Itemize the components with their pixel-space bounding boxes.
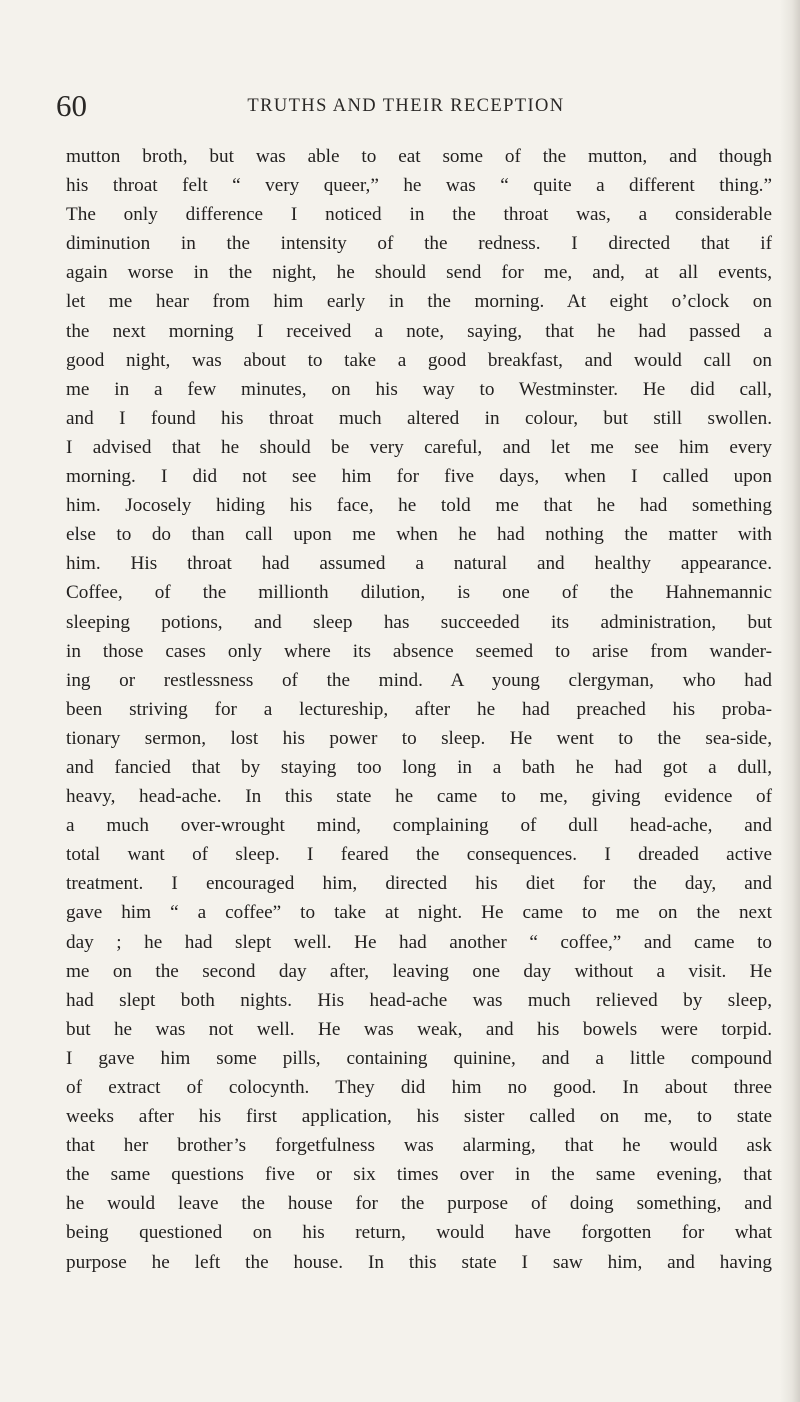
text-line: let me hear from him early in the morning. At eight o’clock on bbox=[66, 291, 772, 313]
text-line: had slept both nights. His head-ache was much relieved by sleep, bbox=[66, 989, 772, 1011]
body-text bbox=[66, 142, 772, 1277]
text-line: I gave him some pills, containing quinine, and a little compound bbox=[66, 1047, 772, 1069]
text-line: his throat felt “ very queer,” he was “ quite a different thing.” bbox=[66, 175, 772, 197]
text-line: heavy, head-ache. In this state he came to me, giving evidence of bbox=[66, 786, 772, 808]
text-line: total want of sleep. I feared the consequences. I dreaded active bbox=[66, 844, 772, 866]
text-line: the same questions five or six times over in the same evening, that bbox=[66, 1164, 772, 1186]
text-line: and fancied that by staying too long in a bath he had got a dull, bbox=[66, 756, 772, 778]
text-line: he would leave the house for the purpose of doing something, and bbox=[66, 1193, 772, 1215]
text-line: Coffee, of the millionth dilution, is one of the Hahnemannic bbox=[66, 582, 772, 604]
text-line: been striving for a lectureship, after he had preached his proba- bbox=[66, 698, 772, 720]
text-line: good night, was about to take a good breakfast, and would call on bbox=[66, 349, 772, 371]
page-header bbox=[56, 86, 756, 126]
text-line: gave him “ a coffee” to take at night. He came to me on the next bbox=[66, 902, 772, 924]
text-line: the next morning I received a note, saying, that he had passed a bbox=[66, 320, 772, 342]
text-line: but he was not well. He was weak, and his bowels were torpid. bbox=[66, 1018, 772, 1040]
text-line: diminution in the intensity of the redness. I directed that if bbox=[66, 233, 772, 255]
text-line: that her brother’s forgetfulness was alarming, that he would ask bbox=[66, 1135, 772, 1157]
text-line: again worse in the night, he should send for me, and, at all events, bbox=[66, 262, 772, 284]
text-line: a much over-wrought mind, complaining of dull head-ache, and bbox=[66, 815, 772, 837]
text-line: treatment. I encouraged him, directed his diet for the day, and bbox=[66, 873, 772, 895]
text-line: I advised that he should be very careful, and let me see him every bbox=[66, 436, 772, 458]
text-line: him. Jocosely hiding his face, he told me that he had something bbox=[66, 495, 772, 517]
text-line: mutton broth, but was able to eat some of the mutton, and though bbox=[66, 146, 772, 167]
text-line: tionary sermon, lost his power to sleep. He went to the sea-side, bbox=[66, 727, 772, 749]
text-line: weeks after his first application, his sister called on me, to state bbox=[66, 1106, 772, 1128]
page-edge-shadow bbox=[780, 0, 800, 1402]
text-line: and I found his throat much altered in colour, but still swollen. bbox=[66, 407, 772, 429]
text-line: purpose he left the house. In this state I saw him, and having bbox=[66, 1251, 772, 1273]
text-line: in those cases only where its absence seemed to arise from wander- bbox=[66, 640, 772, 662]
running-head: TRUTHS AND THEIR RECEPTION bbox=[247, 96, 565, 116]
text-line: sleeping potions, and sleep has succeeded its administration, but bbox=[66, 611, 772, 633]
text-line: day ; he had slept well. He had another “ coffee,” and came to bbox=[66, 931, 772, 953]
text-line: him. His throat had assumed a natural and healthy appearance. bbox=[66, 553, 772, 575]
text-line: morning. I did not see him for five days, when I called upon bbox=[66, 466, 772, 488]
text-line: me in a few minutes, on his way to Westminster. He did call, bbox=[66, 378, 772, 400]
text-line: being questioned on his return, would have forgotten for what bbox=[66, 1222, 772, 1244]
text-line: ing or restlessness of the mind. A young clergyman, who had bbox=[66, 669, 772, 691]
text-line: of extract of colocynth. They did him no good. In about three bbox=[66, 1077, 772, 1098]
text-line: else to do than call upon me when he had nothing the matter with bbox=[66, 524, 772, 546]
text-line: The only difference I noticed in the throat was, a considerable bbox=[66, 204, 772, 226]
text-line: me on the second day after, leaving one day without a visit. He bbox=[66, 960, 772, 982]
page-number: 60 bbox=[56, 88, 87, 123]
